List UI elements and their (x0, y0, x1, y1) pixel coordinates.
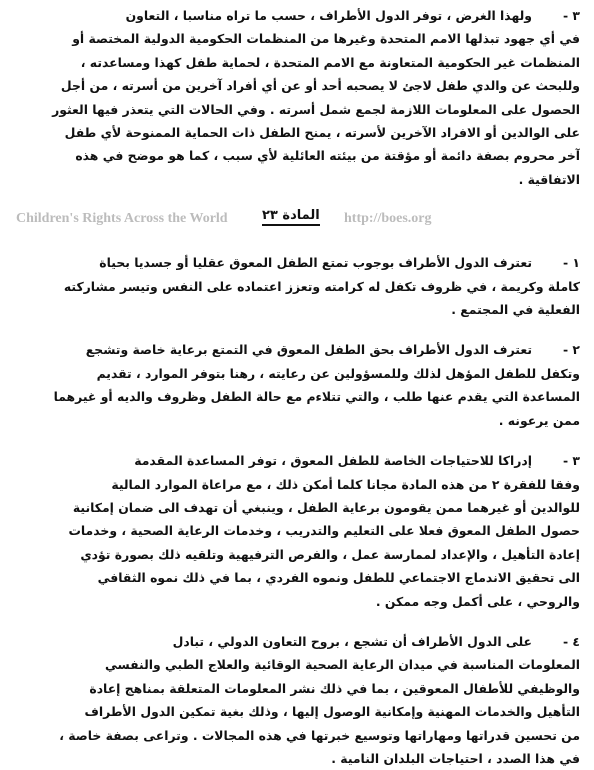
paragraph-line: الى تحقيق الاندماج الاجتماعي للطفل ونموه الفردي ، بما في ذلك نموه الثقافي (97, 570, 580, 586)
paragraph-line: المنظمات غير الحكومية المتعاونة مع الامم المتحدة ، لحماية طفل كهذا ومساعدته ، (80, 54, 580, 70)
paragraph-line: للوالدين أو غيرهما ممن يقومون برعاية الطفل ، وينبغي أن تهدف الى ضمان إمكانية (72, 499, 580, 515)
paragraph-number: ٢ - (562, 342, 580, 358)
paragraph-line: وللبحث عن والدي طفل لاجئ لا يصحبه أحد أو عن أي أفراد آخرين من أسرته ، من أجل (60, 78, 580, 94)
paragraph-line: والوظيفي للأطفال المعوقين ، بما في ذلك نشر المعلومات المتعلقة بمناهج إعادة (89, 680, 580, 696)
paragraph-line: المعلومات المناسبة في ميدان الرعاية الصحية الوقائية والعلاج الطبي والنفسي (104, 657, 580, 673)
paragraph-number: ٤ - (562, 633, 580, 649)
article-paragraph-4 (14, 630, 580, 770)
paragraph-line: آخر محروم بصفة دائمة أو مؤقتة من بيئته العائلية لأي سبب ، كما هو موضح في هذه (75, 148, 580, 164)
paragraph-line: إعادة التأهيل ، والإعداد لممارسة عمل ، والفرص الترفيهية وتلقيه ذلك بصورة تؤدي (80, 546, 580, 562)
article-paragraph-3 (14, 449, 580, 613)
paragraph-line: حصول الطفل المعوق فعلا على التعليم والتدريب ، وخدمات الرعاية الصحية ، وخدمات (68, 523, 580, 539)
watermark-url: http://boes.org (344, 211, 432, 227)
paragraph-line: في أي جهود تبذلها الامم المتحدة وغيرها من المنظمات الحكومية الدولية المختصة أو (72, 31, 580, 47)
paragraph-line: والروحي ، على أكمل وجه ممكن . (375, 593, 580, 609)
paragraph-line: ٢ -تعترف الدول الأطراف بحق الطفل المعوق في التمتع برعاية خاصة وتشجع (14, 338, 580, 361)
article-header (14, 205, 580, 235)
article-title: المادة ٢٣ (262, 208, 320, 226)
paragraph-number: ٣ - (562, 8, 580, 23)
paragraph-line: الفعلية في المجتمع . (451, 302, 580, 318)
paragraph-line: ٣ -إدراكا للاحتياجات الخاصة للطفل المعوق ، توفر المساعدة المقدمة (14, 449, 580, 472)
article-paragraph-2 (14, 338, 580, 432)
paragraph-line: المساعدة التي يقدم عنها طلب ، والتي تتلاءم مع حالة الطفل وظروف والديه أو غيرهما (53, 389, 580, 405)
paragraph-line: الاتفاقية . (518, 171, 580, 187)
paragraph-line: في هذا الصدد ، احتياجات البلدان النامية . (331, 750, 580, 766)
paragraph-line: ممن يرعونه . (498, 412, 580, 428)
watermark-site-name: Children's Rights Across the World (16, 211, 228, 227)
paragraph-number: ١ - (562, 255, 580, 271)
paragraph-line: ١ -تعترف الدول الأطراف بوجوب تمتع الطفل المعوق عقليا أو جسديا بحياة (14, 251, 580, 274)
paragraph-line: وتكفل للطفل المؤهل لذلك وللمسؤولين عن رعايته ، رهنا بتوفر الموارد ، تقديم (96, 365, 580, 381)
paragraph-line: ٣ -ولهذا الغرض ، توفر الدول الأطراف ، حسب ما تراه مناسبا ، التعاون (14, 4, 580, 27)
paragraph-line: من تحسين قدراتها ومهاراتها وتوسيع خبرتها في هذه المجالات . وتراعى بصفة خاصة ، (59, 727, 580, 743)
paragraph-line: كاملة وكريمة ، في ظروف تكفل له كرامته وتعزز اعتماده على النفس وتيسر مشاركته (63, 278, 580, 294)
paragraph-line: على الوالدين أو الافراد الآخرين لأسرته ، يمنح الطفل ذات الحماية الممنوحة لأي طفل (64, 125, 580, 141)
paragraph-line: وفقا للفقرة ٢ من هذه المادة مجانا كلما أمكن ذلك ، مع مراعاة الموارد المالية (111, 476, 580, 492)
paragraph-line: التأهيل والخدمات المهنية وإمكانية الوصول إليها ، وذلك بغية تمكين الدول الأطراف (84, 704, 580, 720)
paragraph-number: ٣ - (562, 453, 580, 469)
paragraph-prev (14, 4, 580, 191)
paragraph-line: الحصول على المعلومات اللازمة لجمع شمل أسرته . وفي الحالات التي يتعذر فيها العثور (52, 101, 580, 117)
paragraph-line: ٤ -على الدول الأطراف أن تشجع ، بروح التعاون الدولي ، تبادل (14, 630, 580, 653)
article-paragraph-1 (14, 251, 580, 321)
